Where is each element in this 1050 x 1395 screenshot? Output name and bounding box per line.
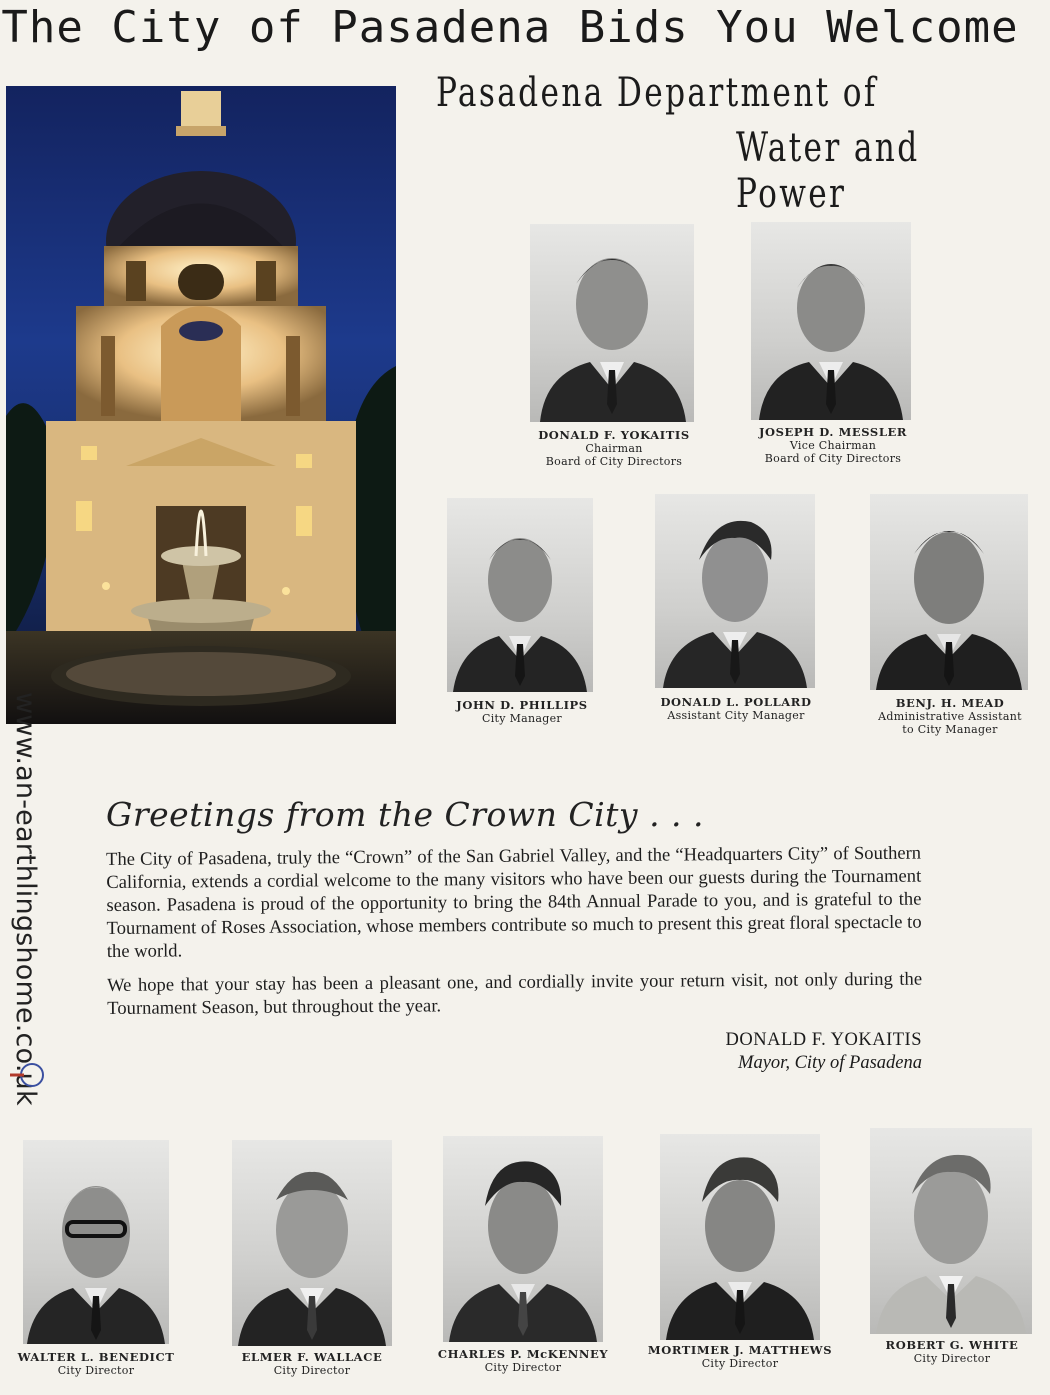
signature-title: Mayor, City of Pasadena xyxy=(738,1053,922,1073)
official-title: to City Manager xyxy=(902,723,998,736)
department-title-line2: Water and Power xyxy=(736,125,920,217)
official-title: Board of City Directors xyxy=(545,455,683,468)
department-title-line1: Pasadena Department of xyxy=(436,70,878,116)
director-name: WALTER L. BENEDICT xyxy=(17,1350,175,1364)
person-silhouette xyxy=(870,494,1028,690)
watermark-text: www.an-earthlingshome.co.uk xyxy=(10,692,41,1106)
city-hall-photo xyxy=(6,86,396,724)
director-title: City Director xyxy=(57,1364,135,1377)
official-title: Board of City Directors xyxy=(764,452,902,465)
portrait-photo xyxy=(660,1134,820,1340)
official-title: Administrative Assistant xyxy=(878,710,1022,723)
official-caption xyxy=(432,698,612,725)
director-name: MORTIMER J. MATTHEWS xyxy=(647,1343,833,1357)
person-silhouette xyxy=(23,1140,169,1344)
person-silhouette xyxy=(660,1134,820,1340)
portrait-photo xyxy=(232,1140,392,1346)
portrait-photo xyxy=(447,498,593,692)
official-caption xyxy=(644,695,828,722)
official-name: BENJ. H. MEAD xyxy=(895,696,1005,710)
person-silhouette xyxy=(530,224,694,422)
watermark xyxy=(3,692,43,1106)
official-caption xyxy=(862,696,1038,736)
official-title: Assistant City Manager xyxy=(667,709,805,722)
official-name: DONALD F. YOKAITIS xyxy=(538,428,690,442)
director-caption xyxy=(8,1350,184,1377)
director-caption xyxy=(222,1350,402,1377)
greeting-paragraph: The City of Pasadena, truly the “Crown” of the San Gabriel Valley, and the “Headquarters City” of Southern California, extends a cordial welcome to the many visitors who have been our guests during the Tournament season. Pasadena is proud of the opportunity to bring the 84th Annual Parade to you, and is grateful to the Tournament of Roses Association, whose members contribute so much to present this great floral spectacle to the world. xyxy=(106,842,922,962)
official-caption xyxy=(738,425,928,465)
director-name: ELMER F. WALLACE xyxy=(241,1350,383,1364)
signature-name: DONALD F. YOKAITIS xyxy=(725,1030,922,1050)
city-hall-illustration xyxy=(6,86,396,724)
portrait-photo xyxy=(870,494,1028,690)
director-caption xyxy=(864,1338,1040,1365)
official-name: DONALD L. POLLARD xyxy=(660,695,812,709)
director-caption xyxy=(433,1347,613,1374)
greeting-heading: Greetings from the Crown City . . . xyxy=(106,795,705,834)
director-title: City Director xyxy=(484,1361,562,1374)
person-silhouette xyxy=(447,498,593,692)
person-silhouette xyxy=(232,1140,392,1346)
official-title: Chairman xyxy=(585,442,643,455)
page-title: The City of Pasadena Bids You Welcome xyxy=(1,2,1019,53)
director-title: City Director xyxy=(273,1364,351,1377)
official-caption xyxy=(520,428,708,468)
official-name: JOHN D. PHILLIPS xyxy=(456,698,588,712)
portrait-photo xyxy=(530,224,694,422)
person-silhouette xyxy=(751,222,911,420)
director-title: City Director xyxy=(913,1352,991,1365)
director-name: CHARLES P. McKENNEY xyxy=(437,1347,609,1361)
person-silhouette xyxy=(870,1128,1032,1334)
greeting-body xyxy=(106,842,922,1031)
person-silhouette xyxy=(655,494,815,688)
official-title: City Manager xyxy=(482,712,562,725)
portrait-photo xyxy=(870,1128,1032,1334)
greeting-paragraph: We hope that your stay has been a pleasant one, and cordially invite your return visit, not only during the Tournament Season, but throughout the year. xyxy=(106,968,923,1019)
official-title: Vice Chairman xyxy=(789,439,877,452)
portrait-photo xyxy=(443,1136,603,1342)
director-name: ROBERT G. WHITE xyxy=(885,1338,1019,1352)
portrait-photo xyxy=(751,222,911,420)
director-caption xyxy=(644,1343,836,1370)
watermark-logo-icon xyxy=(10,1060,44,1090)
portrait-photo xyxy=(655,494,815,688)
director-title: City Director xyxy=(701,1357,779,1370)
official-name: JOSEPH D. MESSLER xyxy=(758,425,908,439)
person-silhouette xyxy=(443,1136,603,1342)
portrait-photo xyxy=(23,1140,169,1344)
